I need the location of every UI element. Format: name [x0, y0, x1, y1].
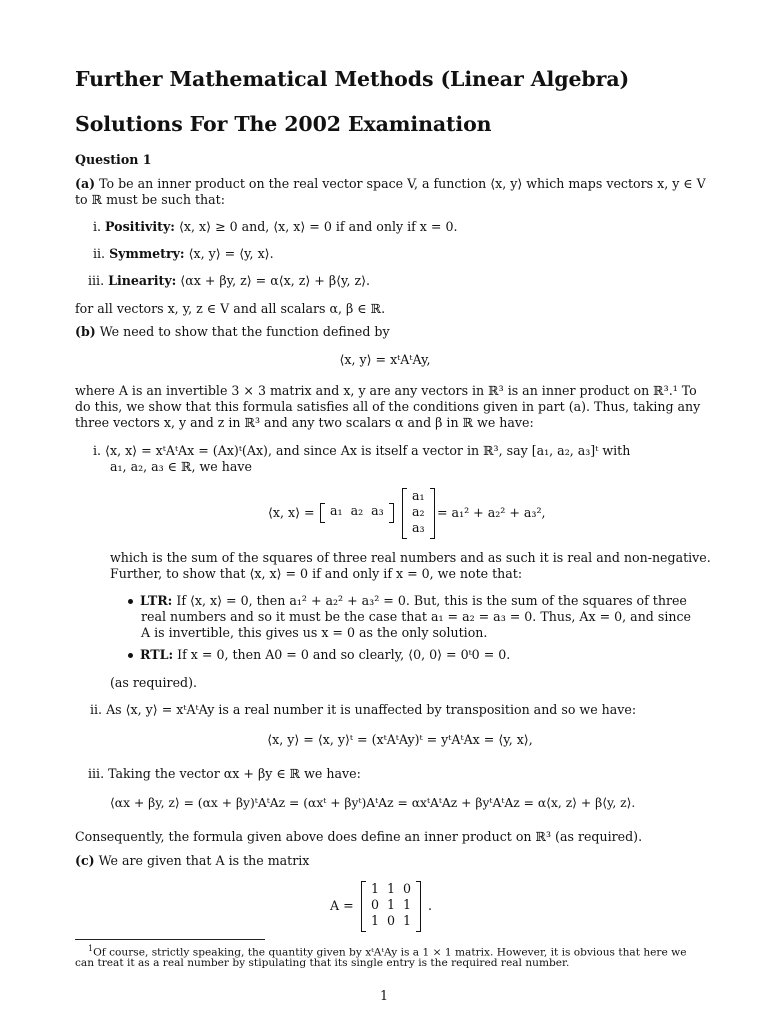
matrix-entry: 0: [371, 897, 380, 912]
step-text: ⟨x, x⟩ = xᵗAᵗAx = (Ax)ᵗ(Ax), and since Ax is itself a vector in ℝ³, say [a₁, a₂, a₃]ᵗ with: [105, 443, 631, 458]
condition-positivity: [93, 219, 457, 235]
step-ii: [90, 702, 636, 718]
document-title: Further Mathematical Methods (Linear Algebra): [75, 67, 630, 91]
ltr-line-2: real numbers and so it must be the case that a₁ = a₂ = a₃ = 0. Thus, Ax = 0, and since: [141, 609, 691, 624]
item-text: ⟨αx + βy, z⟩ = α⟨x, z⟩ + β⟨y, z⟩.: [180, 273, 371, 288]
step-iii: [88, 766, 361, 782]
question-heading: Question 1: [75, 152, 152, 167]
step-i-after-line-2: Further, to show that ⟨x, x⟩ = 0 if and only if x = 0, we note that:: [110, 566, 523, 581]
item-text: ⟨x, y⟩ = ⟨y, x⟩.: [188, 246, 274, 261]
condition-symmetry: [93, 246, 274, 262]
page-number: 1: [379, 988, 388, 1003]
item-number: i.: [93, 219, 102, 234]
column-vector-entry: a₂: [412, 504, 425, 519]
footnote-rule: [75, 939, 265, 940]
part-a-intro-line-2: to ℝ must be such that:: [75, 192, 225, 207]
matrix-entry: 0: [387, 913, 396, 928]
step-number: iii.: [88, 766, 105, 781]
part-b-label: (b): [75, 324, 96, 339]
step-i-line-1: [93, 443, 630, 459]
row-vector-entry: a₃: [371, 503, 384, 518]
ltr-label: LTR:: [140, 593, 173, 608]
matrix-entry: 1: [387, 897, 396, 912]
row-vector-entry: a₁: [330, 503, 343, 518]
matrix-period: .: [428, 898, 433, 913]
equation-lhs: ⟨x, x⟩ =: [268, 505, 315, 520]
matrix-entry: 1: [371, 881, 380, 896]
rtl-bullet: [128, 647, 510, 663]
document-subtitle: Solutions For The 2002 Examination: [75, 112, 492, 136]
as-required: (as required).: [110, 675, 198, 690]
item-text: ⟨x, x⟩ ≥ 0 and, ⟨x, x⟩ = 0 if and only if x = 0.: [178, 219, 458, 234]
ltr-line-3: A is invertible, this gives us x = 0 as the only solution.: [141, 625, 488, 640]
matrix-lhs: A =: [330, 898, 354, 913]
bullet-icon: [128, 599, 133, 604]
part-b-text-line-2: do this, we show that this formula satisfies all of the conditions given in part (a). Thus, taking any: [75, 399, 701, 414]
footnote-text: Of course, strictly speaking, the quantity given by xᵗAᵗAy is a 1 × 1 matrix. However, it is obvious that here we: [93, 946, 687, 959]
bullet-icon: [128, 653, 133, 658]
matrix-entry: 1: [387, 881, 396, 896]
matrix-entry: 0: [403, 881, 412, 896]
matrix-a: [361, 881, 421, 932]
item-name: Linearity:: [108, 273, 177, 288]
part-b-text-line-1: where A is an invertible 3 × 3 matrix and x, y are any vectors in ℝ³ is an inner product on ℝ³.¹ To: [75, 383, 697, 398]
footnote-line-2: can treat it as a real number by stipulating that its single entry is the required real number.: [75, 957, 570, 969]
part-b-intro-text: We need to show that the function defined by: [99, 324, 390, 339]
column-vector-entry: a₁: [412, 488, 425, 503]
linearity-equation: ⟨αx + βy, z⟩ = (αx + βy)ᵗAᵗAz = (αxᵗ + βyᵗ)AᵗAz = αxᵗAᵗAz + βyᵗAᵗAz = α⟨x, z⟩ + β⟨y, z⟩.: [110, 796, 636, 810]
part-c-intro: [75, 853, 309, 869]
item-number: iii.: [88, 273, 105, 288]
step-i-line-2: a₁, a₂, a₃ ∈ ℝ, we have: [110, 459, 252, 474]
step-number: i.: [93, 443, 102, 458]
ltr-text: If ⟨x, x⟩ = 0, then a₁² + a₂² + a₃² = 0. But, this is the sum of the squares of three: [176, 593, 687, 608]
row-vector: [320, 503, 394, 523]
inner-product-formula: ⟨x, y⟩ = xᵗAᵗAy,: [339, 352, 431, 367]
symmetry-equation: ⟨x, y⟩ = ⟨x, y⟩ᵗ = (xᵗAᵗAy)ᵗ = yᵗAᵗAx = ⟨y, x⟩,: [267, 732, 533, 747]
step-text: As ⟨x, y⟩ = xᵗAᵗAy is a real number it is unaffected by transposition and so we have:: [106, 702, 637, 717]
condition-linearity: [88, 273, 370, 289]
rtl-label: RTL:: [140, 647, 174, 662]
matrix-entry: 1: [403, 897, 412, 912]
part-c-label: (c): [75, 853, 95, 868]
step-number: ii.: [90, 702, 103, 717]
matrix-entry: 1: [371, 913, 380, 928]
column-vector-entry: a₃: [412, 520, 425, 535]
part-a-intro-text: To be an inner product on the real vector space V, a function ⟨x, y⟩ which maps vectors x, y ∈ V: [99, 176, 706, 191]
matrix-entry: 1: [403, 913, 412, 928]
step-text: Taking the vector αx + βy ∈ ℝ we have:: [108, 766, 361, 781]
equation-rhs: = a₁² + a₂² + a₃²,: [437, 505, 546, 520]
part-a-label: (a): [75, 176, 96, 191]
item-number: ii.: [93, 246, 106, 261]
part-c-intro-text: We are given that A is the matrix: [98, 853, 310, 868]
footnote-mark: 1: [88, 944, 94, 953]
step-i-after-line-1: which is the sum of the squares of three real numbers and as such it is real and non-negative.: [110, 550, 711, 565]
part-a-intro-line-1: [75, 176, 706, 192]
row-vector-entry: a₂: [350, 503, 364, 518]
item-name: Symmetry:: [109, 246, 185, 261]
part-b-intro: [75, 324, 390, 340]
item-name: Positivity:: [105, 219, 175, 234]
part-b-conclusion: Consequently, the formula given above does define an inner product on ℝ³ (as required).: [75, 829, 643, 844]
ltr-bullet: [128, 593, 687, 609]
part-b-text-line-3: three vectors x, y and z in ℝ³ and any two scalars α and β in ℝ we have:: [75, 415, 534, 430]
column-vector: [402, 488, 435, 539]
part-a-closing: for all vectors x, y, z ∈ V and all scalars α, β ∈ ℝ.: [75, 301, 386, 316]
rtl-text: If x = 0, then A0 = 0 and so clearly, ⟨0, 0⟩ = 0ᵗ0 = 0.: [177, 647, 511, 662]
